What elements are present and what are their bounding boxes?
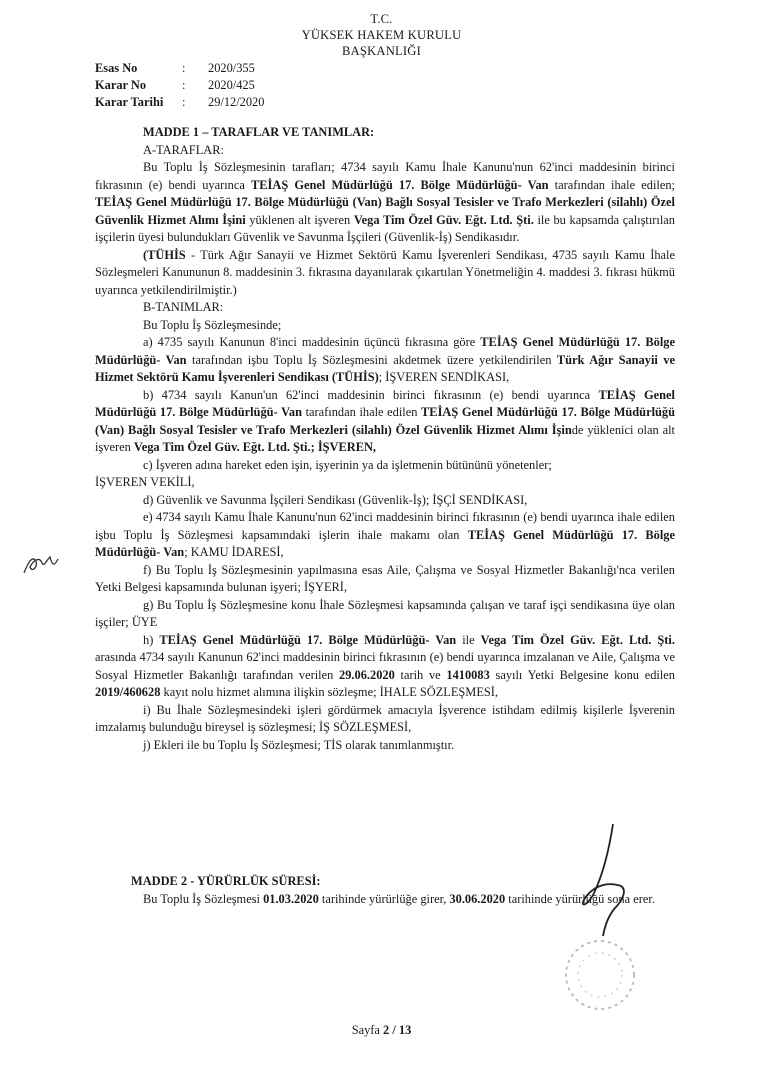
definition-e: e) 4734 sayılı Kamu İhale Kanunu'nun 62'inci maddesinin birinci fıkrasının (e) bendi uyarınca ihale edilen işbu Toplu İş Sözleşmesi kapsamındaki işlerin ihale makamı olan TEİAŞ Genel Müdürlüğü 17. Bölge Müdürlüğü- Van; KAMU İDARESİ, [95,510,675,559]
definition-b: b) 4734 sayılı Kanun'un 62'inci maddesinin birinci fıkrasının (e) bendi uyarınca TEİAŞ Genel Müdürlüğü 17. Bölge Müdürlüğü- Van tarafından ihale edilen TEİAŞ Genel Müdürlüğü 17. Bölge Müdürlüğü (Van) Bağlı Sosyal Tesisler ve Trafo Merkezleri (silahlı) Özel Güvenlik Hizmet Alımı İşinde yüklenici olan alt işveren Vega Tim Özel Güv. Eğt. Ltd. Şti.; İŞVEREN, [95,387,675,454]
header-institution: YÜKSEK HAKEM KURULU [301,28,462,42]
stamp-seal-icon [560,935,640,1015]
definition-h: h) TEİAŞ Genel Müdürlüğü 17. Bölge Müdürlüğü- Van ile Vega Tim Özel Güv. Eğt. Ltd. Şti. arasında 4734 sayılı Kanunun 62'inci maddesinin birinci fıkrasının (e) bendi uyarınca imzalanan ve Aile, Çalışma ve Sosyal Hizmetler Bakanlığı tarafından verilen 29.06.2020 tarih ve 1410083 sayılı Yetki Belgesine konu edilen 2019/460628 kayıt nolu hizmet alımına ilişkin sözleşme; İHALE SÖZLEŞMESİ, [95,632,675,699]
definition-c: c) İşveren adına hareket eden işin, işyerinin ya da işletmenin bütününü yönetenler; [143,457,552,472]
parties-title: A-TARAFLAR: [143,142,224,157]
meta-row-karar [95,77,264,94]
article-2-paragraph: Bu Toplu İş Sözleşmesi 01.03.2020 tarihinde yürürlüğe girer, 30.06.2020 tarihinde yürürlüğü sona erer. [143,891,655,906]
footer-total-pages: 13 [398,1023,412,1037]
definition-c-term: İŞVEREN VEKİLİ, [95,475,195,489]
tuhis-paragraph: (TÜHİS - Türk Ağır Sanayii ve Hizmet Sektörü Kamu İşverenleri Sendikası, 4735 sayılı Kamu İhale Sözleşmeleri Kanununun 8. maddesinin 3. fıkrasına dayanılarak çıkartılan Yönetmeliğin 4. maddesi 3. fıkrası hükmü uyarınca yetkilendirilmiştir.) [95,247,675,297]
meta-colon: : [182,95,186,109]
meta-label: Karar Tarihi [95,95,164,109]
footer-separator: / [389,1023,399,1037]
article-1-title: MADDE 1 – TARAFLAR VE TANIMLAR: [143,125,375,139]
page-footer [0,1023,763,1038]
definitions-intro: Bu Toplu İş Sözleşmesinde; [143,317,282,332]
meta-colon: : [182,78,186,92]
parties-paragraph: Bu Toplu İş Sözleşmesinin tarafları; 4734 sayılı Kamu İhale Kanunu'nun 62'inci maddesinin birinci fıkrasının (e) bendi uyarınca TEİAŞ Genel Müdürlüğü 17. Bölge Müdürlüğü- Van tarafından ihale edilen; TEİAŞ Genel Müdürlüğü 17. Bölge Müdürlüğü (Van) Bağlı Sosyal Tesisler ve Trafo Merkezleri (silahlı) Özel Güvenlik Hizmet Alımı İşini yüklenen alt işveren Vega Tim Özel Güv. Eğt. Ltd. Şti. ile bu kapsamda çalıştırılan işçilerin üyesi bulundukları Güvenlik ve Savunma İşçileri (Güvenlik-İş) Sendikasıdır. [95,160,675,244]
definition-g: g) Bu Toplu İş Sözleşmesine konu İhale Sözleşmesi kapsamında çalışan ve taraf işçi sendikasına üye olan işçiler; ÜYE [95,597,675,629]
margin-initials-icon [20,545,62,581]
definition-j: j) Ekleri ile bu Toplu İş Sözleşmesi; TİS olarak tanımlanmıştır. [143,737,455,752]
definition-d: d) Güvenlik ve Savunma İşçileri Sendikası (Güvenlik-İş); İŞÇİ SENDİKASI, [143,492,528,507]
meta-row-karar-tarihi [95,94,264,111]
case-meta [95,60,264,111]
header-presidency: BAŞKANLIĞI [342,44,421,58]
meta-label: Esas No [95,61,138,75]
meta-value: 29/12/2020 [208,95,265,109]
footer-prefix: Sayfa [351,1023,384,1037]
article-1 [95,124,675,754]
meta-label: Karar No [95,78,147,92]
definition-f: f) Bu Toplu İş Sözleşmesinin yapılmasına esas Aile, Çalışma ve Sosyal Hizmetler Bakanlığı'nca verilen Yetki Belgesi kapsamında bulunan işyeri; İŞYERİ, [95,562,675,594]
footer-current-page: 2 [383,1023,390,1037]
meta-row-esas [95,60,264,77]
header-tc: T.C. [370,12,393,26]
article-2-title: MADDE 2 - YÜRÜRLÜK SÜRESİ: [131,874,321,888]
signature-icon [565,820,635,940]
meta-value: 2020/425 [208,78,255,92]
definition-a: a) 4735 sayılı Kanunun 8'inci maddesinin üçüncü fıkrasına göre TEİAŞ Genel Müdürlüğü 17. Bölge Müdürlüğü- Van tarafından işbu Toplu İş Sözleşmesini akdetmek üzere yetkilendirilen Türk Ağır Sanayii ve Hizmet Sektörü Kamu İşverenleri Sendikası (TÜHİS); İŞVEREN SENDİKASI, [95,335,676,384]
meta-value: 2020/355 [208,61,255,75]
definitions-title: B-TANIMLAR: [143,300,224,314]
definition-i: i) Bu İhale Sözleşmesindeki işleri gördürmek amacıyla İşverence istihdam edilmiş kişilerle İşverenin imzalamış bulunduğu bireysel iş sözleşmesi; İŞ SÖZLEŞMESİ, [95,702,675,734]
meta-colon: : [182,61,186,75]
